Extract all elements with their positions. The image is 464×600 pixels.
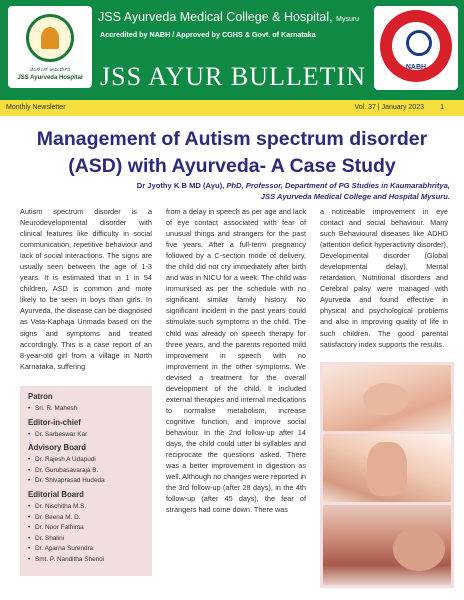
list-item: • Dr. Shalini bbox=[28, 534, 144, 545]
college-name-text: JSS Ayurveda Medical College & Hospital, bbox=[98, 10, 333, 24]
list-item: • Sri. R. Mahesh bbox=[28, 404, 144, 415]
bulletin-title: JSS AYUR BULLETIN bbox=[100, 62, 366, 91]
child-therapy-photo bbox=[323, 505, 451, 585]
advisory-list bbox=[28, 455, 144, 487]
list-item: • Dr. Rajesh A Udapudi bbox=[28, 455, 144, 466]
jss-ayurveda-hospital-logo bbox=[8, 6, 92, 88]
list-item: • Dr. Gurubasavaraja B. bbox=[28, 466, 144, 477]
list-item: • Dr. Noor Fathima bbox=[28, 523, 144, 534]
editor-list bbox=[28, 430, 144, 441]
article-column-1: Autism spectrum disorder is a Neurodevelopmental disorder with clinical features like difficulty in social communication, repetitive behaviour and lack of social interactions. The signs are usually seen between the age of 1-3 years. It is estimated that in 1 in 54 children, ASD is common and more likely to be seen in boys than girls. In Ayurveda, the disease can be diagnosed as Vata-Kaphaja Unmada based on the signs and symptoms and treated accordingly. This is a case report of an 8-year-old girl from a village in North Karnataka, suffering bbox=[20, 207, 152, 371]
list-item: • Dr. Sarbeswar Kar bbox=[28, 430, 144, 441]
author-name: Dr Jyothy K B MD (Ayu), bbox=[136, 181, 225, 190]
list-item: • Dr. Nischitha M.S. bbox=[28, 502, 144, 513]
page-number: 1 bbox=[440, 104, 444, 111]
issue-band bbox=[0, 100, 464, 116]
list-item: • Smt. P. Nanditha Shenoi bbox=[28, 555, 144, 566]
editorial-board-box bbox=[20, 386, 152, 576]
author-byline bbox=[30, 180, 450, 202]
article-column-2: from a delay in speech as per age and lack of eye contact associated with fear of unusual things and strangers for the past five years. After a full-term pregnancy followed by a C-section mode of delivery, the child did not cry immediately after birth and was in NICU for a week. The child was immunised as per the schedule with no significant similar family history. No significant incident in the past years could stimulate such symptoms in the child. The child was already on speech therapy for three years, and the parents reported mild improvement in speech with no improvement in the other symptoms. We devised a treatment for the overall development of the child. It included external therapies and internal medications to normalise metabolism, increase cognitive function, and improve social behaviour. In the 2nd follow-up after 14 days, the child could utter bi syllables and reciprocate the questions asked. There was a better improvement in digestion as well. Although no changes were reported in the 3rd follow-up (after 28 days), in the 4th follow-up (after 45 days), the fear of strangers had come down. There was bbox=[166, 207, 306, 515]
advisory-heading: Advisory Board bbox=[28, 443, 87, 453]
masthead bbox=[0, 0, 464, 100]
patron-heading: Patron bbox=[28, 392, 53, 401]
editorial-list bbox=[28, 502, 144, 566]
nabh-label: NABH bbox=[405, 64, 427, 71]
author-affiliation: JSS Ayurveda Medical College and Hospital Mysuru. bbox=[260, 192, 450, 201]
patron-list bbox=[28, 404, 144, 415]
baby-massage-photo bbox=[323, 365, 451, 431]
photo-collage bbox=[320, 362, 454, 588]
logo-tagline-kannada: ಜೆಎಸ್‌ಎಸ್ ಆಯುರ್ವೇದ bbox=[29, 67, 71, 73]
list-item: • Dr. Shivaprasad Hudeda bbox=[28, 476, 144, 487]
issue-volume: Vol. 37 | January 2023 bbox=[354, 104, 424, 111]
accreditation-line: Accredited by NABH / Approved by CGHS & Govt. of Karnataka bbox=[100, 30, 316, 39]
editorial-heading: Editorial Board bbox=[28, 489, 84, 499]
college-name bbox=[98, 10, 359, 24]
author-role: PhD, Professor, Department of PG Studies in Kaumarabhritya, bbox=[224, 181, 450, 190]
nabh-badge bbox=[374, 6, 458, 90]
list-item: • Dr. Aparna Surendra bbox=[28, 544, 144, 555]
college-city: Mysuru bbox=[336, 16, 360, 23]
editor-heading: Editor-in-chief bbox=[28, 417, 81, 427]
newsletter-label: Monthly Newsletter bbox=[6, 104, 66, 111]
logo-tagline: JSS Ayurveda Hospital bbox=[17, 75, 83, 81]
article-title: Management of Autism spectrum disorder (ASD) with Ayurveda- A Case Study bbox=[36, 128, 428, 177]
article-column-3: a noticeable improvement in eye contact and social behaviour. Many such Behavioural diseases like ADHD (attention deficit hyperactivity disorder), Developmental disorder (Global developmental delay), Mental retardation, Nutritional disorders and Cerebral palsy were managed with Ayurveda and found effective in physical and psychological problems and also in improving quality of life in such children. The good parental satisfactory index supports the results. bbox=[320, 207, 448, 349]
list-item: • Dr. Beena M. D. bbox=[28, 513, 144, 524]
hospital-emblem-icon bbox=[26, 14, 74, 62]
nabh-seal-center bbox=[392, 22, 440, 70]
child-feet-photo bbox=[323, 434, 451, 502]
